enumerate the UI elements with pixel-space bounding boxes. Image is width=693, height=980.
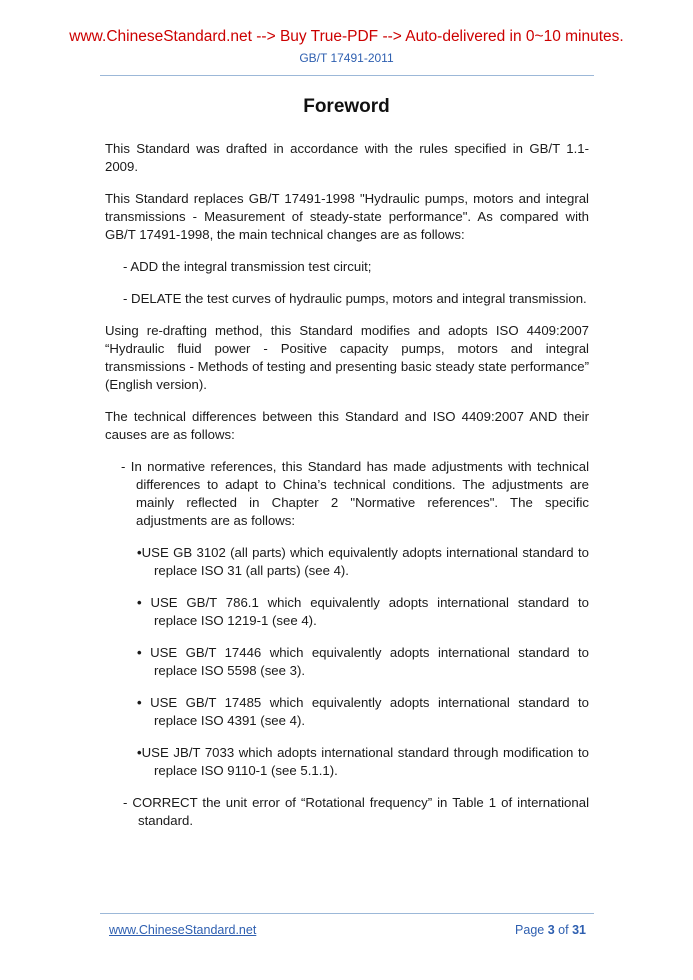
bullet-item	[137, 544, 589, 580]
bullet-icon: •	[137, 695, 142, 710]
page-number	[515, 923, 586, 937]
document-body	[105, 140, 589, 844]
paragraph-drafting-rules: This Standard was drafted in accordance with the rules specified in GB/T 1.1-2009.	[105, 141, 589, 174]
footer-divider	[100, 913, 594, 914]
list-item-change-delate: - DELATE the test curves of hydraulic pumps, motors and integral transmission.	[123, 291, 587, 306]
list-item-correct-unit: - CORRECT the unit error of “Rotational frequency” in Table 1 of international standard.	[123, 795, 589, 828]
bullet-text: USE GB/T 17446 which equivalently adopts international standard to replace ISO 5598 (see 3).	[150, 645, 589, 678]
footer-website-link[interactable]: www.ChineseStandard.net	[109, 923, 257, 937]
paragraph-differences: The technical differences between this Standard and ISO 4409:2007 AND their causes are as follows:	[105, 409, 589, 442]
bullet-icon: •	[137, 745, 142, 760]
bullet-text: USE JB/T 7033 which adopts international standard through modification to replace ISO 9110-1 (see 5.1.1).	[141, 745, 589, 778]
bullet-icon: •	[137, 595, 142, 610]
header-divider	[100, 75, 594, 76]
bullet-item	[137, 644, 589, 680]
bullet-icon: •	[137, 545, 142, 560]
bullet-text: USE GB/T 786.1 which equivalently adopts international standard to replace ISO 1219-1 (see 4).	[150, 595, 589, 628]
page-label: Page	[515, 923, 545, 937]
paragraph-replaces: This Standard replaces GB/T 17491-1998 "Hydraulic pumps, motors and integral transmissions - Measurement of steady-state performance". As compared with GB/T 17491-1998, the main technical changes are as follows:	[105, 191, 589, 242]
bullet-text: USE GB 3102 (all parts) which equivalently adopts international standard to replace ISO 31 (all parts) (see 4).	[141, 545, 589, 578]
paragraph-redrafting: Using re-drafting method, this Standard modifies and adopts ISO 4409:2007 “Hydraulic fluid power - Positive capacity pumps, motors and integral transmissions - Methods of testing and presenting basic steady state performance” (English version).	[105, 323, 589, 392]
standard-code: GB/T 17491-2011	[299, 51, 394, 65]
bullet-item	[137, 694, 589, 730]
page-total: 31	[572, 923, 586, 937]
list-item-change-add: - ADD the integral transmission test circuit;	[123, 259, 372, 274]
page-title: Foreword	[303, 96, 390, 117]
page-of: of	[558, 923, 569, 937]
bullet-icon: •	[137, 645, 142, 660]
bullet-item	[137, 744, 589, 780]
list-item-normative-references: - In normative references, this Standard has made adjustments with technical differences to adapt to China’s technical conditions. The adjustments are mainly reflected in Chapter 2 "Normative references". The specific adjustments are as follows:	[121, 459, 589, 528]
header-banner[interactable]: www.ChineseStandard.net --> Buy True-PDF --> Auto-delivered in 0~10 minutes.	[69, 28, 624, 45]
bullet-text: USE GB/T 17485 which equivalently adopts international standard to replace ISO 4391 (see 4).	[150, 695, 589, 728]
page-current: 3	[547, 923, 555, 937]
bullet-item	[137, 594, 589, 630]
